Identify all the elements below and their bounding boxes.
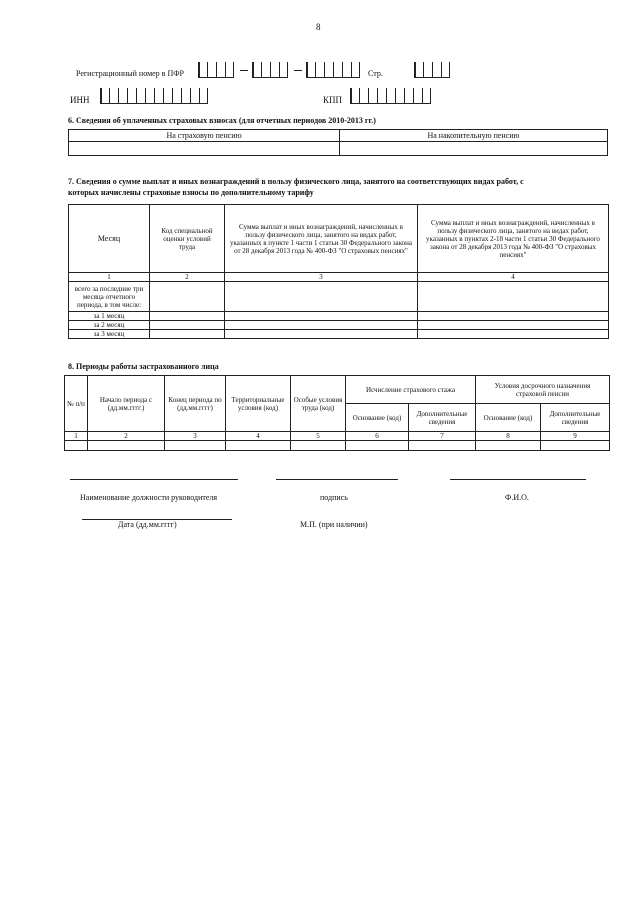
s8-colnum-3: 3 (165, 432, 226, 441)
section8-table (64, 375, 610, 451)
s7-cell[interactable] (225, 330, 418, 339)
signature-label: подпись (320, 493, 348, 502)
s8-colnum-1: 1 (65, 432, 88, 441)
section6-col-insurance: На страховую пенсию (69, 130, 340, 142)
s8-cell[interactable] (88, 441, 165, 451)
s8-cell[interactable] (226, 441, 291, 451)
fio-label: Ф.И.О. (505, 493, 529, 502)
s7-header-code: Код специальной оценки условий труда (150, 205, 225, 273)
s7-cell[interactable] (418, 282, 609, 312)
s7-colnum-4: 4 (418, 273, 609, 282)
section8-title: 8. Периоды работы застрахованного лица (68, 362, 219, 371)
s7-cell[interactable] (225, 321, 418, 330)
s7-header-sum2: Сумма выплат и иных вознаграждений, начисленных в пользу физического лица, занятого на видах работ, указанных в пунктах 2-18 части 1 статьи 30 Федерального закона от 28 декабря 2013 года № 400-ФЗ "О страховых пенсиях" (418, 205, 609, 273)
s7-cell[interactable] (418, 312, 609, 321)
s8-header-end: Конец периода по (дд.мм.гггг) (165, 376, 226, 432)
s7-cell[interactable] (150, 321, 225, 330)
s8-cell[interactable] (409, 441, 476, 451)
s8-cell[interactable] (346, 441, 409, 451)
s8-colnum-7: 7 (409, 432, 476, 441)
s8-header-early: Условия досрочного назначения страховой пенсии (476, 376, 610, 404)
s8-cell[interactable] (65, 441, 88, 451)
s8-header-basis-2: Основание (код) (476, 404, 541, 432)
s8-cell[interactable] (541, 441, 610, 451)
reg-number-field-2[interactable] (252, 62, 288, 78)
s7-colnum-3: 3 (225, 273, 418, 282)
section6-title: 6. Сведения об уплаченных страховых взносах (для отчетных периодов 2010-2013 гг.) (68, 116, 376, 125)
s8-colnum-6: 6 (346, 432, 409, 441)
s7-cell[interactable] (418, 321, 609, 330)
kpp-field[interactable] (350, 88, 431, 104)
s8-header-special: Особые условия труда (код) (291, 376, 346, 432)
s8-header-stazh: Исчисление страхового стажа (346, 376, 476, 404)
s7-row-month-1: за 1 месяц (69, 312, 150, 321)
reg-number-field-1[interactable] (198, 62, 234, 78)
s7-cell[interactable] (225, 282, 418, 312)
s8-colnum-4: 4 (226, 432, 291, 441)
kpp-label: КПП (323, 95, 343, 105)
inn-field[interactable] (100, 88, 208, 104)
s7-row-month-3: за 3 месяц (69, 330, 150, 339)
s7-cell[interactable] (150, 282, 225, 312)
s8-header-terr: Территориальные условия (код) (226, 376, 291, 432)
s8-colnum-8: 8 (476, 432, 541, 441)
reg-number-field-3[interactable] (306, 62, 360, 78)
s7-header-sum1: Сумма выплат и иных вознаграждений, начисленных в пользу физического лица, занятого на видах работ, указанных в пункте 1 части 1 статьи 30 Федерального закона от 28 декабря 2013 года № 400-ФЗ "О страховых пенсиях" (225, 205, 418, 273)
section7-table (68, 204, 609, 339)
s8-header-basis-1: Основание (код) (346, 404, 409, 432)
s8-header-extra-2: Дополнительные сведения (541, 404, 610, 432)
s8-cell[interactable] (476, 441, 541, 451)
date-label: Дата (дд.мм.гггг) (118, 520, 177, 529)
section7-title-2: которых начислены страховые взносы по дополнительному тарифу (68, 188, 314, 197)
s7-colnum-1: 1 (69, 273, 150, 282)
page-field[interactable] (414, 62, 450, 78)
s8-colnum-2: 2 (88, 432, 165, 441)
s7-cell[interactable] (225, 312, 418, 321)
s8-colnum-5: 5 (291, 432, 346, 441)
s8-cell[interactable] (165, 441, 226, 451)
signature-line[interactable] (276, 479, 398, 480)
section7-title-1: 7. Сведения о сумме выплат и иных вознаграждений в пользу физического лица, занятого на соответствующих видах работ, с (68, 177, 524, 186)
position-label: Наименование должности руководителя (80, 493, 218, 502)
section6-col-funded: На накопительную пенсию (340, 130, 608, 142)
s7-cell[interactable] (418, 330, 609, 339)
s7-cell[interactable] (150, 330, 225, 339)
fio-line[interactable] (450, 479, 586, 480)
section6-table (68, 129, 608, 156)
s7-row-month-2: за 2 месяц (69, 321, 150, 330)
s8-header-start: Начало периода с (дд.мм.гггг.) (88, 376, 165, 432)
s8-header-extra-1: Дополнительные сведения (409, 404, 476, 432)
position-line[interactable] (70, 479, 238, 480)
s8-header-num: № п/п (65, 376, 88, 432)
section6-funded-value[interactable] (340, 142, 608, 156)
page-number: 8 (316, 22, 321, 32)
reg-dash-1 (240, 70, 248, 71)
inn-label: ИНН (70, 95, 90, 105)
s7-colnum-2: 2 (150, 273, 225, 282)
s8-cell[interactable] (291, 441, 346, 451)
section6-insurance-value[interactable] (69, 142, 340, 156)
reg-dash-2 (294, 70, 302, 71)
s7-header-month: Месяц (69, 205, 150, 273)
s7-row-total: всего за последние три месяца отчетного периода, в том числе: (69, 282, 150, 312)
page-field-label: Стр. (368, 69, 383, 78)
stamp-label: М.П. (при наличии) (300, 520, 368, 529)
s8-colnum-9: 9 (541, 432, 610, 441)
reg-number-label: Регистрационный номер в ПФР (76, 69, 184, 78)
s7-cell[interactable] (150, 312, 225, 321)
